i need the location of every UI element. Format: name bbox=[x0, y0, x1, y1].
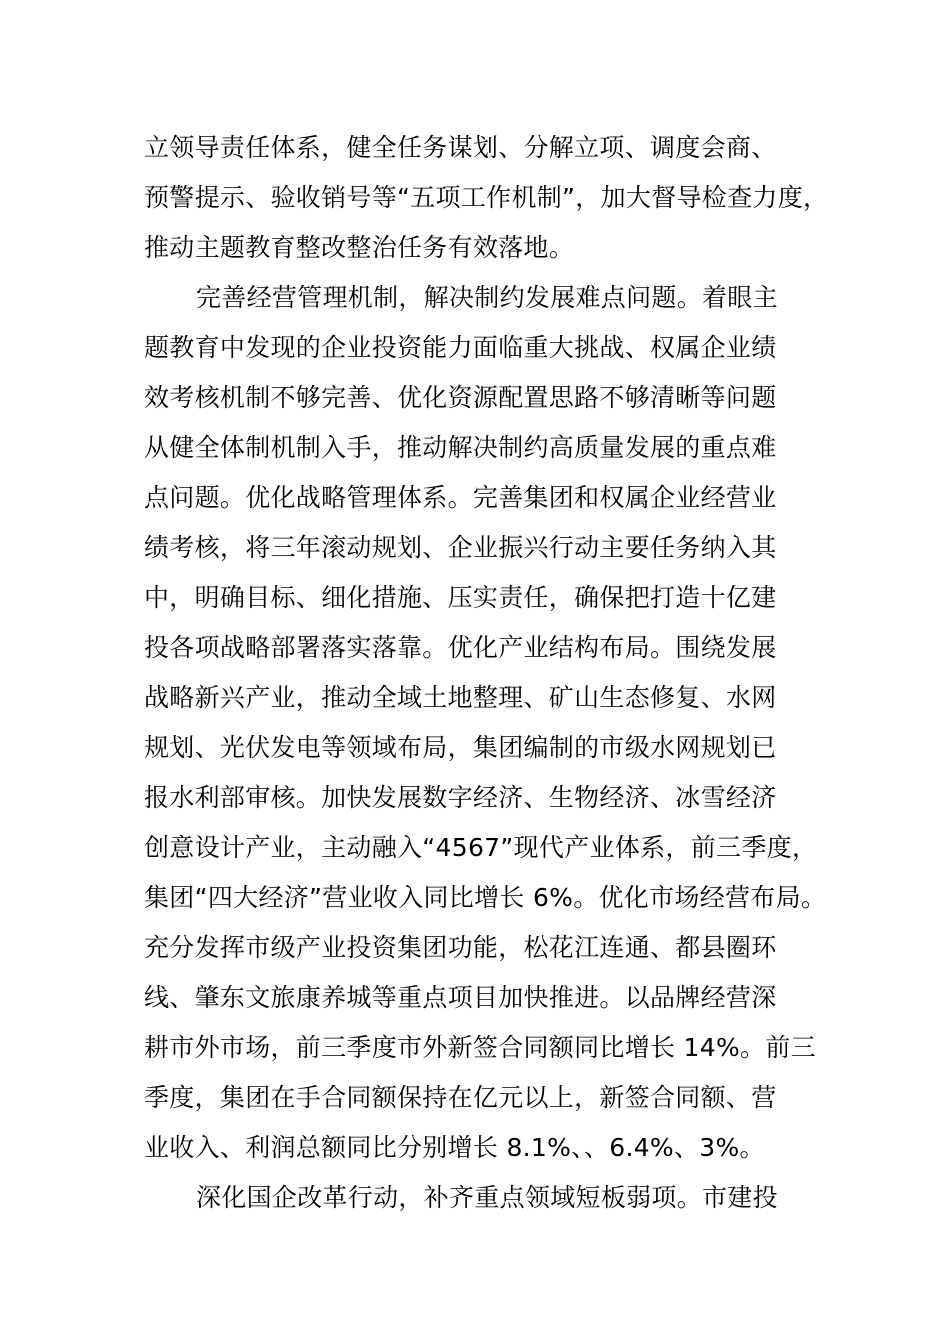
paragraph-line: 业收入、利润总额同比分别增长 8.1%、、6.4%、3%。 bbox=[144, 1133, 765, 1162]
paragraph-line: 从健全体制机制入手，推动解决制约高质量发展的重点难 bbox=[144, 433, 777, 462]
paragraph-line: 题教育中发现的企业投资能力面临重大挑战、权属企业绩 bbox=[144, 333, 777, 362]
paragraph-line: 线、肇东文旅康养城等重点项目加快推进。以品牌经营深 bbox=[144, 983, 777, 1012]
paragraph-line: 投各项战略部署落实落靠。优化产业结构布局。围绕发展 bbox=[144, 633, 777, 662]
paragraph-line: 充分发挥市级产业投资集团功能，松花江连通、都县圈环 bbox=[144, 933, 777, 962]
paragraph-line: 规划、光伏发电等领域布局，集团编制的市级水网规划已 bbox=[144, 733, 777, 762]
paragraph-line: 中，明确目标、细化措施、压实责任，确保把打造十亿建 bbox=[144, 583, 777, 612]
paragraph-line: 季度，集团在手合同额保持在亿元以上，新签合同额、营 bbox=[144, 1083, 777, 1112]
document-body bbox=[144, 123, 844, 1223]
paragraph-line: 创意设计产业，主动融入“4567”现代产业体系，前三季度， bbox=[144, 833, 818, 862]
paragraph-line: 集团“四大经济”营业收入同比增长 6%。优化市场经营布局。 bbox=[144, 883, 827, 912]
paragraph-line: 立领导责任体系，健全任务谋划、分解立项、调度会商、 bbox=[144, 133, 777, 162]
paragraph-line: 推动主题教育整改整治任务有效落地。 bbox=[144, 233, 575, 262]
paragraph-line: 预警提示、验收销号等“五项工作机制”，加大督导检查力度， bbox=[144, 183, 829, 212]
paragraph-line: 耕市外市场，前三季度市外新签合同额同比增长 14%。前三 bbox=[144, 1033, 816, 1062]
paragraph-line: 报水利部审核。加快发展数字经济、生物经济、冰雪经济 bbox=[144, 783, 777, 812]
paragraph-heading-line: 完善经营管理机制，解决制约发展难点问题。着眼主 bbox=[196, 283, 778, 312]
paragraph-line: 点问题。优化战略管理体系。完善集团和权属企业经营业 bbox=[144, 483, 777, 512]
paragraph-line: 效考核机制不够完善、优化资源配置思路不够清晰等问题 bbox=[144, 383, 777, 412]
paragraph-line: 绩考核，将三年滚动规划、企业振兴行动主要任务纳入其 bbox=[144, 533, 777, 562]
paragraph-heading-line: 深化国企改革行动，补齐重点领域短板弱项。市建投 bbox=[196, 1183, 778, 1212]
paragraph-line: 战略新兴产业，推动全域土地整理、矿山生态修复、水网 bbox=[144, 683, 777, 712]
